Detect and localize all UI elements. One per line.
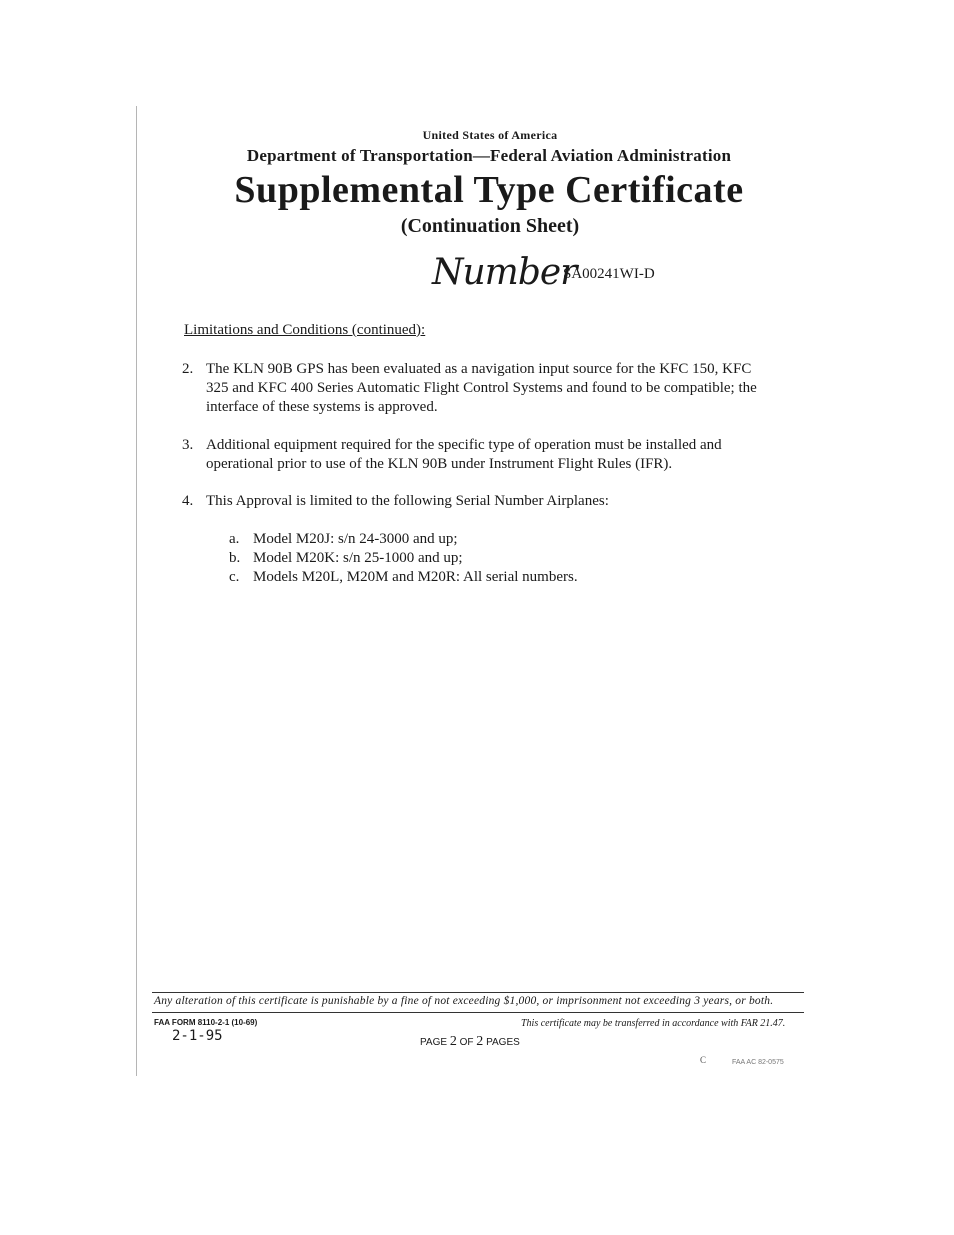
page-suffix: PAGES: [486, 1037, 520, 1048]
form-number: FAA FORM 8110-2-1 (10-69): [154, 1018, 258, 1027]
limitation-number: 4.: [182, 493, 194, 509]
footer-rule-top: [152, 992, 804, 993]
copy-mark: C: [700, 1055, 707, 1065]
subitem-letter: b.: [229, 550, 241, 566]
page-of: OF: [459, 1037, 474, 1048]
section-heading: Limitations and Conditions (continued):: [184, 322, 426, 338]
footer-rule-bottom: [152, 1012, 804, 1013]
subitem-letter: c.: [229, 569, 240, 585]
subitem-text: Model M20J: s/n 24-3000 and up;: [253, 531, 458, 547]
page-current: 2: [449, 1034, 457, 1049]
page-total: 2: [476, 1034, 484, 1049]
limitation-text: The KLN 90B GPS has been evaluated as a navigation input source for the KFC 150, KFC 325 and KFC 400 Series Automatic Flight Control Systems and found to be compatible; the interface of these systems is approved.: [206, 361, 757, 415]
certificate-number: SA00241WI-D: [563, 266, 655, 282]
transfer-note: This certificate may be transferred in accordance with FAR 21.47.: [521, 1018, 786, 1029]
page-indicator: [420, 1034, 520, 1050]
limitation-text: Additional equipment required for the specific type of operation must be installed and operational prior to use of the KLN 90B under Instrument Flight Rules (IFR).: [206, 437, 722, 472]
left-margin-line: [136, 106, 137, 1076]
certificate-subtitle: (Continuation Sheet): [400, 215, 580, 237]
number-label: Number: [432, 252, 577, 293]
subitem-text: Model M20K: s/n 25-1000 and up;: [253, 550, 463, 566]
department-name: Department of Transportation—Federal Aviation Administration: [246, 146, 732, 165]
country-name: United States of America: [422, 128, 558, 142]
limitation-number: 2.: [182, 361, 194, 377]
subitem-text: Models M20L, M20M and M20R: All serial numbers.: [253, 569, 578, 585]
page-prefix: PAGE: [420, 1037, 448, 1048]
subitem-letter: a.: [229, 531, 240, 547]
limitation-text: This Approval is limited to the following Serial Number Airplanes:: [206, 493, 609, 509]
alteration-warning: Any alteration of this certificate is punishable by a fine of not exceeding $1,000, or imprisonment not exceeding 3 years, or both.: [154, 995, 774, 1007]
limitation-number: 3.: [182, 437, 194, 453]
issue-date: 2-1-95: [172, 1028, 223, 1044]
certificate-title: Supplemental Type Certificate: [234, 169, 744, 211]
print-code: FAA AC 82-0575: [732, 1059, 784, 1066]
